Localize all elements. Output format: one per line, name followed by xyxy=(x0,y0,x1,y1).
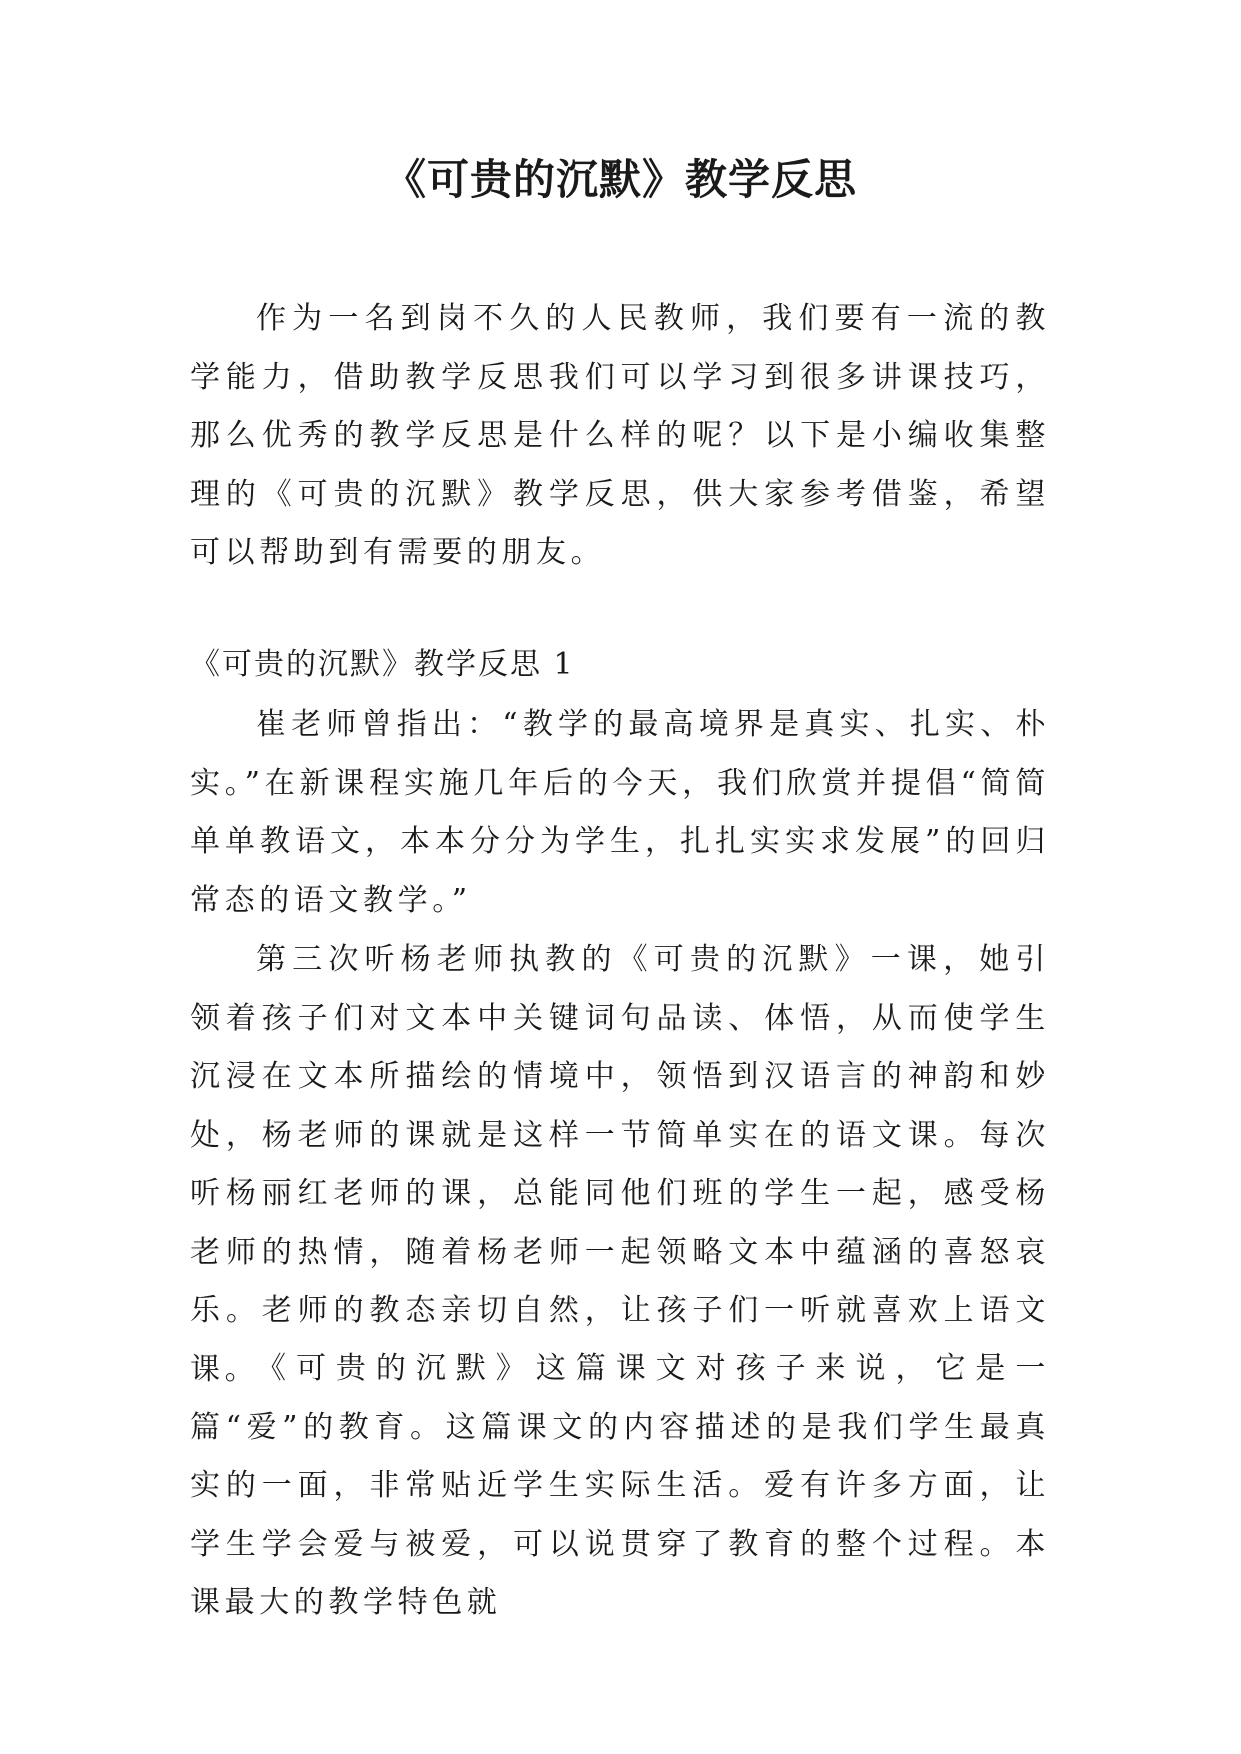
section-paragraph-2: 第三次听杨老师执教的《可贵的沉默》一课，她引领着孩子们对文本中关键词句品读、体悟，从而使学生沉浸在文本所描绘的情境中，领悟到汉语言的神韵和妙处，杨老师的课就是这样一节简单实在的语文课。每次听杨丽红老师的课，总能同他们班的学生一起，感受杨老师的热情，随着杨老师一起领略文本中蕴涵的喜怒哀乐。老师的教态亲切自然，让孩子们一听就喜欢上语文课。 xyxy=(190,942,1050,1387)
section-paragraph-3: 《可贵的沉默》这篇课文对孩子来说，它是一篇“爱”的教育。这篇课文的内容描述的是我们学生最真实的一面，非常贴近学生实际生活。爱有许多方面，让学生学会爱与被爱，可以说贯穿了教育的整个过程。本课最大的教学特色就 xyxy=(190,1351,1050,1620)
section-paragraph-1: 崔老师曾指出：“教学的最高境界是真实、扎实、朴实。”在新课程实施几年后的今天，我们欣赏并提倡“简简单单教语文，本本分分为学生，扎扎实实求发展”的回归常态的语文教学。” xyxy=(190,707,1050,918)
document-title: 《可贵的沉默》教学反思 xyxy=(383,155,857,204)
intro-paragraph: 作为一名到岗不久的人民教师，我们要有一流的教学能力，借助教学反思我们可以学习到很多讲课技巧，那么优秀的教学反思是什么样的呢？以下是小编收集整理的《可贵的沉默》教学反思，供大家参考借鉴，希望可以帮助到有需要的朋友。 xyxy=(190,301,1050,570)
section-heading: 《可贵的沉默》教学反思 1 xyxy=(190,647,575,682)
